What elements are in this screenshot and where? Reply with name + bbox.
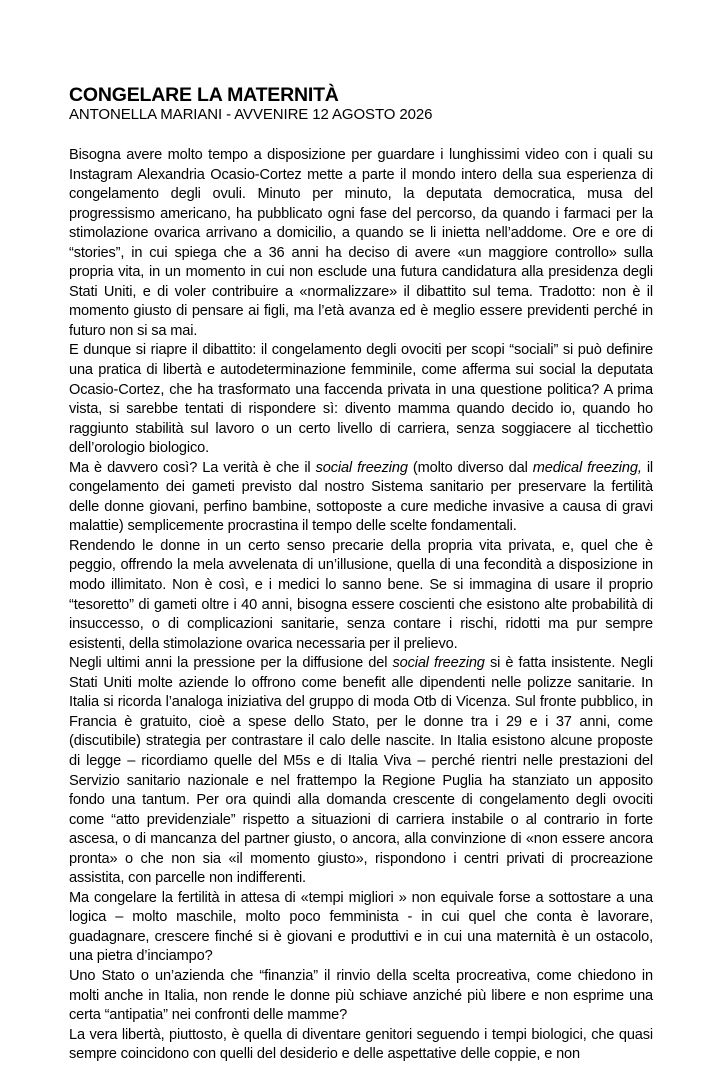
paragraph — [69, 889, 653, 967]
paragraph-text: Negli ultimi anni la pressione per la diffusione del — [69, 655, 393, 672]
paragraph — [69, 146, 653, 341]
paragraph — [69, 654, 653, 889]
paragraph-text: La vera libertà, piuttosto, è quella di diventare genitori seguendo i tempi biologici, che quasi sempre coincidono con quelli del desiderio e delle aspettative delle coppie, e non — [69, 1026, 653, 1063]
paragraph — [69, 537, 653, 654]
paragraph-text: E dunque si riapre il dibattito: il congelamento degli ovociti per scopi “sociali” si può definire una pratica di libertà e autodeterminazione femminile, come afferma sui social la deputata Ocasio-Cortez, che ha trasformato una faccenda privata in una questione politica? A prima vista, si sarebbe tentati di rispondere sì: divento mamma quando decido io, quando ho raggiunto stabilità sul lavoro o un certo livello di carriera, senza soggiacere al ticchettìo dell’orologio biologico. — [69, 342, 653, 457]
paragraph-text: il congelamento dei gameti previsto dal nostro Sistema sanitario per preservare la fertilità delle donne giovani, perfino bambine, sottoposte a cure mediche invasive a causa di gravi malattie) semplicemente procrastina il tempo delle scelte fondamentali. — [69, 459, 654, 535]
paragraph — [69, 341, 653, 458]
italic-term: medical freezing, — [532, 459, 642, 476]
italic-term: social freezing — [315, 459, 408, 476]
paragraph-text: (molto diverso dal — [407, 459, 533, 476]
article-body — [69, 146, 653, 1065]
article-byline: ANTONELLA MARIANI - AVVENIRE 12 AGOSTO 2026 — [69, 106, 433, 123]
paragraph-text: Ma congelare la fertilità in attesa di «tempi migliori » non equivale forse a sottostare a una logica – molto maschile, molto poco femminista - in cui quel che conta è lavorare, guadagnare, crescere finché si è giovani e produttivi e in cui una maternità è un ostacolo, una pietra d’inciampo? — [69, 889, 653, 965]
article-title: CONGELARE LA MATERNITÀ — [69, 84, 339, 106]
paragraph-text: Ma è davvero così? La verità è che il — [69, 459, 316, 476]
paragraph — [69, 1026, 653, 1065]
paragraph-text: si è fatta insistente. Negli Stati Uniti molte aziende lo offrono come benefit alle dipendenti nelle polizze sanitarie. In Italia si ricorda l’analoga iniziativa del gruppo di moda Otb di Vicenza. Sul fronte pubblico, in Francia è gratuito, cioè a spese dello Stato, per le donne tra i 29 e i 37 anni, come (discutibile) strategia per contrastare il calo delle nascite. In Italia esistono alcune proposte di legge – ricordiamo quelle del M5s e di Italia Viva – perché rientri nelle prestazioni del Servizio sanitario nazionale e nel frattempo la Regione Puglia ha stanziato un apposito fondo una tantum. Per ora quindi alla domanda crescente di congelamento degli ovociti come “atto previdenziale” rispetto a situazioni di carriera instabile o al contrario in forte ascesa, o di mancanza del partner giusto, o ancora, alla convinzione di «non essere ancora pronta» o che non sia «il momento giusto», rispondono i centri privati di procreazione assistita, con parcelle non indifferenti. — [69, 655, 653, 887]
italic-term: social freezing — [392, 655, 485, 672]
paragraph — [69, 459, 653, 537]
paragraph-text: Bisogna avere molto tempo a disposizione per guardare i lunghissimi video con i quali su Instagram Alexandria Ocasio-Cortez mette a parte il mondo intero della sua esperienza di congelamento degli ovuli. Minuto per minuto, la deputata democratica, musa del progressismo americano, ha pubblicato ogni fase del percorso, da quando i farmaci per la stimolazione ovarica arrivano a domicilio, a quando se li inietta nell’addome. Ore e ore di “stories”, in cui spiega che a 36 anni ha deciso di avere «un maggiore controllo» sulla propria vita, in un momento in cui non esclude una futura candidatura alla presidenza degli Stati Uniti, e di voler contribuire a «normalizzare» il dibattito sul tema. Tradotto: non è il momento giusto di pensare ai figli, ma l’età avanza ed è meglio essere previdenti perché in futuro non si sa mai. — [69, 147, 653, 339]
paragraph-text: Rendendo le donne in un certo senso precarie della propria vita privata, e, quel che è peggio, offrendo la mela avvelenata di un’illusione, quella di una fecondità a disposizione in modo illimitato. Non è così, e i medici lo sanno bene. Se si immagina di usare il proprio “tesoretto” di gameti oltre i 40 anni, bisogna essere coscienti che esistono alte probabilità di insuccesso, o di complicazioni sanitarie, senza contare i rischi, ridotti ma pur sempre esistenti, della stimolazione ovarica necessaria per il prelievo. — [69, 537, 653, 652]
paragraph — [69, 967, 653, 1026]
paragraph-text: Uno Stato o un’azienda che “finanzia” il rinvio della scelta procreativa, come chiedono in molti anche in Italia, non rende le donne più schiave anziché più libere e non esprime una certa “antipatia” nei confronti delle mamme? — [69, 967, 653, 1024]
article-page — [69, 84, 653, 1065]
